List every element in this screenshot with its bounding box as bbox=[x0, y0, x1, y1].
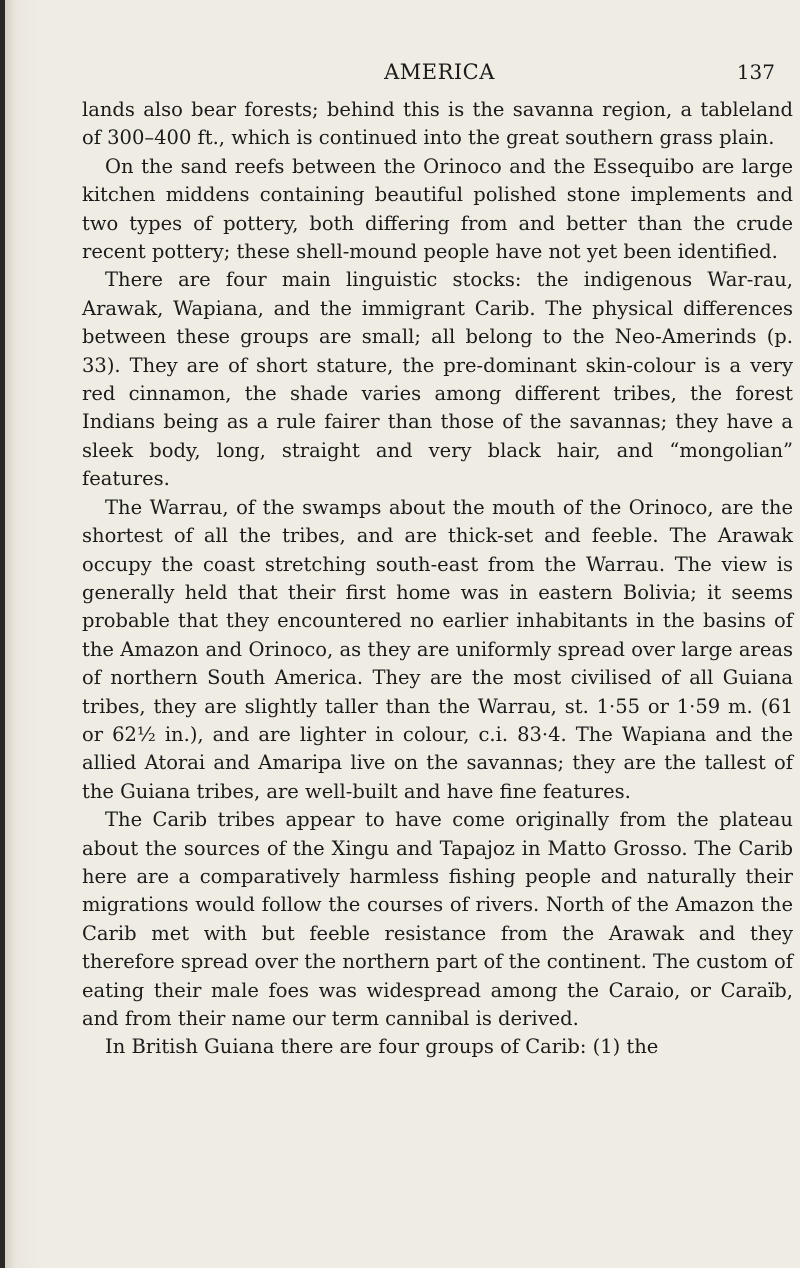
page-header bbox=[82, 56, 797, 90]
page-number: 137 bbox=[736, 60, 775, 84]
running-head: AMERICA bbox=[384, 60, 495, 84]
paragraph-kitchen-middens: On the sand reefs between the Orinoco and the Essequibo are large kitchen middens containing beautiful polished stone implements and two types of pottery, both differing from and better than the crude recent pottery; these shell-mound people have not yet been identified. bbox=[82, 154, 793, 264]
book-spine-edge bbox=[0, 0, 5, 1268]
paragraph-linguistic-stocks: There are four main linguistic stocks: the indigenous War-rau, Arawak, Wapiana, and the immigrant Carib. The physical differences between these groups are small; all belong to the Neo-Amerinds (p. 33). They are of short stature, the pre-dominant skin-colour is a very red cinnamon, the shade varies among different tribes, the forest Indians being as a rule fairer than those of the savannas; they have a sleek body, long, straight and very black hair, and “mongolian” features. bbox=[82, 268, 793, 491]
paragraph-continued: lands also bear forests; behind this is the savanna region, a tableland of 300–400 ft., which is continued into the great southern grass plain. bbox=[82, 98, 793, 150]
body-text bbox=[82, 96, 793, 1062]
paragraph-warrau-arawak: The Warrau, of the swamps about the mouth of the Orinoco, are the shortest of all the tribes, and are thick-set and feeble. The Arawak occupy the coast stretching south-east from the Warrau. The view is generally held that their first home was in eastern Bolivia; it seems probable that they encountered no earlier inhabitants in the basins of the Amazon and Orinoco, as they are uniformly spread over large areas of northern South America. They are the most civilised of all Guiana tribes, they are slightly taller than the Warrau, st. 1·55 or 1·59 m. (61 or 62½ in.), and are lighter in colour, c.i. 83·4. The Wapiana and the allied Atorai and Amaripa live on the savannas; they are the tallest of the Guiana tribes, are well-built and have fine features. bbox=[82, 495, 793, 803]
paragraph-carib-tribes: The Carib tribes appear to have come originally from the plateau about the sources of the Xingu and Tapajoz in Matto Grosso. The Carib here are a comparatively harmless fishing people and naturally their migrations would follow the courses of rivers. North of the Amazon the Carib met with but feeble resistance from the Arawak and they therefore spread over the northern part of the continent. The custom of eating their male foes was widespread among the Caraio, or Caraïb, and from their name our term cannibal is derived. bbox=[82, 808, 794, 1030]
paragraph-british-guiana: In British Guiana there are four groups of Carib: (1) the bbox=[105, 1035, 659, 1059]
